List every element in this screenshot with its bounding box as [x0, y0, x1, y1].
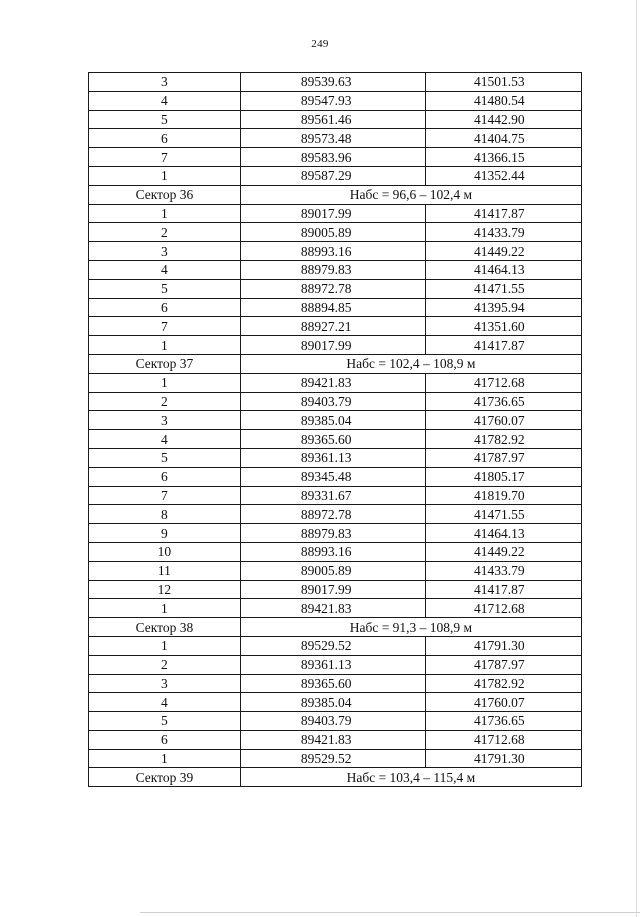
coordinate-y: 41712.68	[425, 730, 581, 749]
point-number: 10	[89, 542, 241, 561]
table-row	[89, 279, 582, 298]
point-number: 4	[89, 693, 241, 712]
point-number: 4	[89, 260, 241, 279]
point-number: 6	[89, 298, 241, 317]
point-number: 1	[89, 749, 241, 768]
coordinate-y: 41782.92	[425, 674, 581, 693]
coordinate-x: 89547.93	[240, 91, 425, 110]
sector-height-range: Набс = 91,3 – 108,9 м	[240, 618, 581, 637]
sector-height-range: Набс = 103,4 – 115,4 м	[240, 768, 581, 787]
coordinate-x: 89587.29	[240, 166, 425, 185]
coordinate-y: 41442.90	[425, 110, 581, 129]
sector-header-row	[89, 768, 582, 787]
table-row	[89, 148, 582, 167]
point-number: 3	[89, 242, 241, 261]
coordinate-x: 89017.99	[240, 580, 425, 599]
point-number: 8	[89, 505, 241, 524]
sector-height-range: Набс = 102,4 – 108,9 м	[240, 354, 581, 373]
point-number: 12	[89, 580, 241, 599]
table-row	[89, 467, 582, 486]
point-number: 1	[89, 599, 241, 618]
coordinate-x: 89539.63	[240, 73, 425, 92]
coordinate-x: 89385.04	[240, 411, 425, 430]
point-number: 5	[89, 110, 241, 129]
coordinate-x: 89403.79	[240, 392, 425, 411]
coordinate-x: 89403.79	[240, 712, 425, 731]
table-row	[89, 242, 582, 261]
table-row	[89, 373, 582, 392]
table-row	[89, 486, 582, 505]
coordinate-y: 41760.07	[425, 411, 581, 430]
sector-label: Сектор 37	[89, 354, 241, 373]
table-row	[89, 636, 582, 655]
coordinate-y: 41787.97	[425, 655, 581, 674]
point-number: 7	[89, 148, 241, 167]
coordinate-y: 41712.68	[425, 599, 581, 618]
table-row	[89, 505, 582, 524]
coordinate-y: 41819.70	[425, 486, 581, 505]
coordinate-x: 88979.83	[240, 524, 425, 543]
coordinate-y: 41366.15	[425, 148, 581, 167]
table-row	[89, 392, 582, 411]
coordinate-y: 41352.44	[425, 166, 581, 185]
coordinate-y: 41480.54	[425, 91, 581, 110]
coordinate-y: 41417.87	[425, 204, 581, 223]
table-row	[89, 223, 582, 242]
sector-height-range: Набс = 96,6 – 102,4 м	[240, 185, 581, 204]
coordinate-y: 41791.30	[425, 749, 581, 768]
coordinate-x: 89573.48	[240, 129, 425, 148]
table-row	[89, 561, 582, 580]
point-number: 4	[89, 91, 241, 110]
coordinate-x: 88979.83	[240, 260, 425, 279]
coordinate-x: 89421.83	[240, 730, 425, 749]
point-number: 1	[89, 373, 241, 392]
coordinate-x: 88972.78	[240, 505, 425, 524]
coordinate-x: 89005.89	[240, 561, 425, 580]
point-number: 1	[89, 166, 241, 185]
table-row	[89, 73, 582, 92]
coordinate-y: 41395.94	[425, 298, 581, 317]
table-row	[89, 204, 582, 223]
page-number: 249	[311, 38, 329, 50]
coordinate-y: 41805.17	[425, 467, 581, 486]
coordinate-y: 41501.53	[425, 73, 581, 92]
point-number: 1	[89, 204, 241, 223]
table-row	[89, 712, 582, 731]
coordinate-x: 89385.04	[240, 693, 425, 712]
scan-edge-right	[636, 0, 637, 917]
coordinate-y: 41404.75	[425, 129, 581, 148]
coordinate-y: 41736.65	[425, 392, 581, 411]
point-number: 3	[89, 674, 241, 693]
table-row	[89, 166, 582, 185]
table-row	[89, 730, 582, 749]
sector-label: Сектор 38	[89, 618, 241, 637]
coordinate-y: 41351.60	[425, 317, 581, 336]
table-row	[89, 599, 582, 618]
table-row	[89, 110, 582, 129]
point-number: 1	[89, 636, 241, 655]
point-number: 5	[89, 448, 241, 467]
coordinate-x: 89583.96	[240, 148, 425, 167]
sector-header-row	[89, 354, 582, 373]
table-row	[89, 430, 582, 449]
coordinate-y: 41760.07	[425, 693, 581, 712]
table-row	[89, 542, 582, 561]
point-number: 7	[89, 486, 241, 505]
table-row	[89, 655, 582, 674]
table-row	[89, 336, 582, 355]
coordinate-x: 88927.21	[240, 317, 425, 336]
coordinate-x: 89361.13	[240, 448, 425, 467]
coordinates-table-body	[89, 73, 582, 787]
table-row	[89, 749, 582, 768]
point-number: 5	[89, 712, 241, 731]
coordinate-x: 89345.48	[240, 467, 425, 486]
coordinate-x: 89529.52	[240, 749, 425, 768]
coordinate-x: 89005.89	[240, 223, 425, 242]
scan-edge-bottom	[140, 912, 640, 913]
table-row	[89, 674, 582, 693]
coordinate-x: 89421.83	[240, 373, 425, 392]
coordinate-y: 41433.79	[425, 561, 581, 580]
point-number: 1	[89, 336, 241, 355]
coordinate-y: 41787.97	[425, 448, 581, 467]
sector-label: Сектор 36	[89, 185, 241, 204]
sector-header-row	[89, 185, 582, 204]
coordinate-y: 41736.65	[425, 712, 581, 731]
coordinate-y: 41471.55	[425, 279, 581, 298]
coordinate-x: 89361.13	[240, 655, 425, 674]
point-number: 6	[89, 730, 241, 749]
table-row	[89, 580, 582, 599]
coordinate-y: 41791.30	[425, 636, 581, 655]
coordinate-x: 89529.52	[240, 636, 425, 655]
coordinate-x: 89421.83	[240, 599, 425, 618]
table-row	[89, 260, 582, 279]
coordinate-x: 89331.67	[240, 486, 425, 505]
coordinate-x: 89561.46	[240, 110, 425, 129]
coordinate-y: 41464.13	[425, 524, 581, 543]
table-row	[89, 411, 582, 430]
coordinate-y: 41712.68	[425, 373, 581, 392]
point-number: 2	[89, 655, 241, 674]
coordinate-x: 89365.60	[240, 430, 425, 449]
table-row	[89, 129, 582, 148]
point-number: 2	[89, 392, 241, 411]
point-number: 9	[89, 524, 241, 543]
table-row	[89, 524, 582, 543]
coordinate-y: 41449.22	[425, 242, 581, 261]
coordinate-x: 89365.60	[240, 674, 425, 693]
coordinate-x: 89017.99	[240, 204, 425, 223]
point-number: 3	[89, 411, 241, 430]
point-number: 2	[89, 223, 241, 242]
coordinate-y: 41417.87	[425, 336, 581, 355]
point-number: 4	[89, 430, 241, 449]
coordinate-y: 41464.13	[425, 260, 581, 279]
point-number: 11	[89, 561, 241, 580]
table-row	[89, 317, 582, 336]
point-number: 6	[89, 467, 241, 486]
coordinate-x: 89017.99	[240, 336, 425, 355]
table-row	[89, 448, 582, 467]
coordinate-y: 41782.92	[425, 430, 581, 449]
table-row	[89, 693, 582, 712]
point-number: 3	[89, 73, 241, 92]
point-number: 7	[89, 317, 241, 336]
coordinate-y: 41449.22	[425, 542, 581, 561]
table-row	[89, 91, 582, 110]
sector-label: Сектор 39	[89, 768, 241, 787]
coordinate-y: 41417.87	[425, 580, 581, 599]
table-row	[89, 298, 582, 317]
coordinate-y: 41471.55	[425, 505, 581, 524]
coordinate-x: 88972.78	[240, 279, 425, 298]
sector-header-row	[89, 618, 582, 637]
coordinate-x: 88993.16	[240, 242, 425, 261]
coordinate-y: 41433.79	[425, 223, 581, 242]
coordinate-x: 88894.85	[240, 298, 425, 317]
point-number: 6	[89, 129, 241, 148]
coordinate-x: 88993.16	[240, 542, 425, 561]
point-number: 5	[89, 279, 241, 298]
coordinates-table	[88, 72, 582, 787]
